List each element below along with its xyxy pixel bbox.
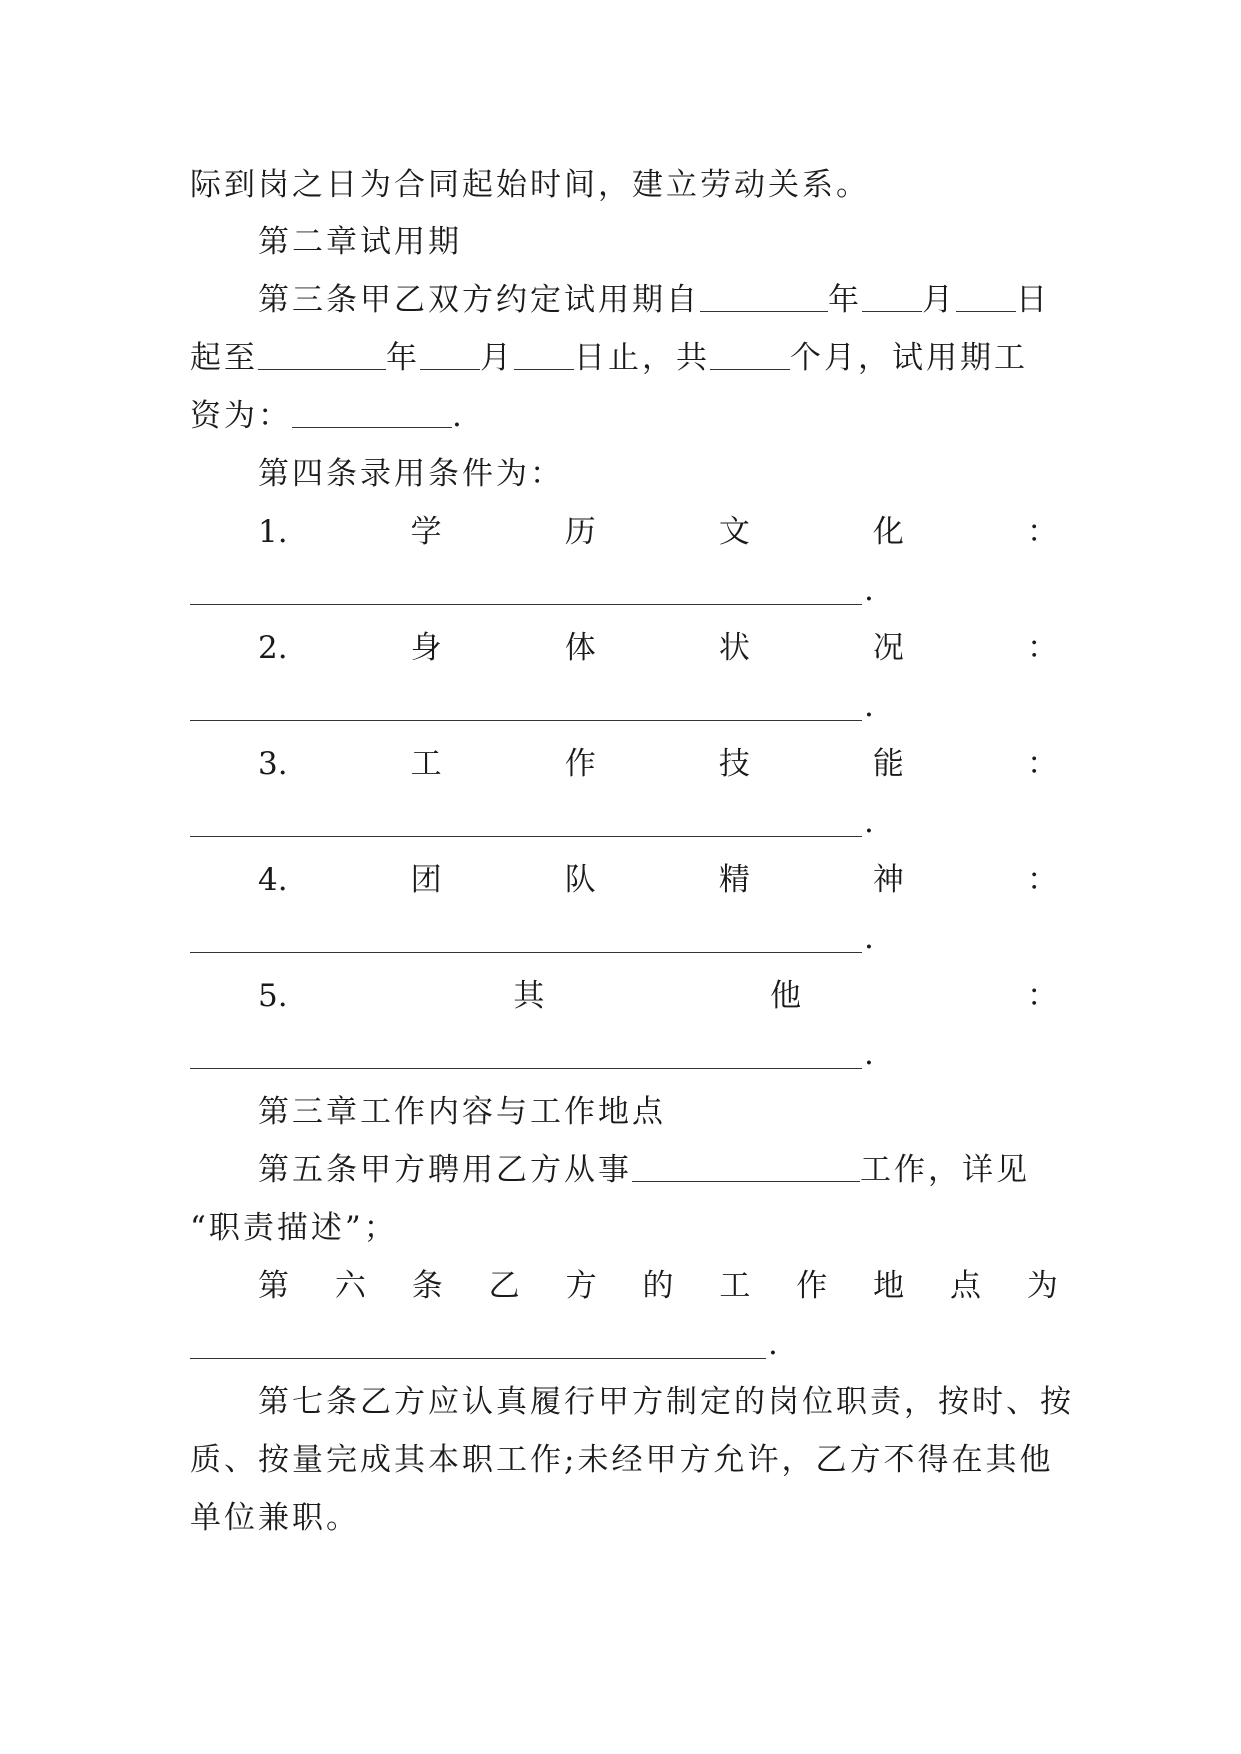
months-trial-wage-label: 个月，试用期工 — [790, 340, 1028, 376]
article-6-char: 的 — [642, 1268, 674, 1304]
article-6-char: 六 — [334, 1268, 366, 1304]
condition-2-end-dot: . — [864, 688, 874, 724]
wage-end-dot: . — [452, 398, 465, 434]
month-label: 月 — [480, 340, 514, 376]
condition-char: 历 — [564, 514, 596, 550]
condition-char: 工 — [410, 746, 442, 782]
condition-colon: ： — [1026, 862, 1058, 898]
start-month-blank[interactable] — [862, 281, 922, 312]
article-7-line-1: 第七条乙方应认真履行甲方制定的岗位职责，按时、按 — [258, 1384, 1074, 1420]
article-6-char: 点 — [950, 1268, 982, 1304]
condition-4-end-dot: . — [864, 920, 874, 956]
article-7-line-3: 单位兼职。 — [190, 1500, 360, 1536]
condition-char: 他 — [770, 978, 802, 1014]
condition-char: 团 — [410, 862, 442, 898]
condition-5-end-dot: . — [864, 1036, 874, 1072]
article-6-char: 方 — [565, 1268, 597, 1304]
year-label: 年 — [828, 282, 862, 318]
article-6-char: 乙 — [488, 1268, 520, 1304]
article-6-char: 为 — [1026, 1268, 1058, 1304]
chapter-3-heading: 第三章工作内容与工作地点 — [258, 1094, 666, 1130]
end-year-blank[interactable] — [258, 339, 386, 370]
condition-4 — [258, 860, 1058, 900]
day-label: 日 — [1016, 282, 1050, 318]
condition-number: 2. — [258, 630, 288, 666]
article-3-line-1 — [258, 280, 1058, 320]
condition-5-blank[interactable] — [190, 1068, 862, 1069]
condition-1 — [258, 512, 1058, 552]
article-5-text-end: 工作，详见 — [860, 1152, 1030, 1188]
condition-colon: ： — [1026, 630, 1058, 666]
article-7-line-2: 质、按量完成其本职工作;未经甲方允许，乙方不得在其他 — [190, 1442, 1054, 1478]
until-text: 起至 — [190, 340, 258, 376]
condition-5 — [258, 976, 1058, 1016]
condition-number: 4. — [258, 862, 288, 898]
article-6 — [258, 1266, 1058, 1306]
condition-char: 作 — [564, 746, 596, 782]
condition-4-blank[interactable] — [190, 952, 862, 953]
condition-1-end-dot: . — [864, 572, 874, 608]
condition-char: 况 — [872, 630, 904, 666]
condition-colon: ： — [1026, 978, 1058, 1014]
condition-char: 化 — [872, 514, 904, 550]
condition-2 — [258, 628, 1058, 668]
condition-char: 其 — [513, 978, 545, 1014]
condition-number: 5. — [258, 978, 288, 1014]
condition-char: 身 — [410, 630, 442, 666]
condition-colon: ： — [1026, 746, 1058, 782]
article-6-char: 地 — [873, 1268, 905, 1304]
condition-char: 队 — [564, 862, 596, 898]
article-3-text: 第三条甲乙双方约定试用期自 — [258, 282, 700, 318]
wage-label: 资为： — [190, 398, 292, 434]
condition-char: 学 — [410, 514, 442, 550]
condition-1-blank[interactable] — [190, 604, 862, 605]
article-6-char: 工 — [719, 1268, 751, 1304]
work-location-blank[interactable] — [190, 1358, 766, 1359]
end-month-blank[interactable] — [420, 339, 480, 370]
article-4-heading: 第四条录用条件为： — [258, 456, 564, 492]
year-label: 年 — [386, 340, 420, 376]
article-6-char: 第 — [258, 1268, 289, 1304]
condition-char: 精 — [718, 862, 750, 898]
article-3-line-2 — [190, 338, 1058, 378]
condition-char: 文 — [718, 514, 750, 550]
job-title-blank[interactable] — [632, 1151, 860, 1182]
article-6-end-dot: . — [768, 1326, 778, 1362]
start-day-blank[interactable] — [956, 281, 1016, 312]
condition-3 — [258, 744, 1058, 784]
condition-colon: ： — [1026, 514, 1058, 550]
article-6-char: 作 — [796, 1268, 828, 1304]
day-until-label: 日止，共 — [574, 340, 710, 376]
condition-number: 3. — [258, 746, 288, 782]
months-count-blank[interactable] — [710, 339, 790, 370]
end-day-blank[interactable] — [514, 339, 574, 370]
trial-wage-blank[interactable] — [292, 397, 452, 428]
paragraph-line-1: 际到岗之日为合同起始时间，建立劳动关系。 — [190, 167, 870, 203]
month-label: 月 — [922, 282, 956, 318]
condition-number: 1. — [258, 514, 288, 550]
condition-3-end-dot: . — [864, 804, 874, 840]
article-5-line-2: “职责描述”； — [190, 1210, 398, 1246]
article-3-line-3 — [190, 396, 1058, 436]
condition-char: 能 — [872, 746, 904, 782]
condition-3-blank[interactable] — [190, 836, 862, 837]
article-5-text: 第五条甲方聘用乙方从事 — [258, 1152, 632, 1188]
condition-char: 技 — [718, 746, 750, 782]
condition-char: 体 — [564, 630, 596, 666]
article-5-line-1 — [258, 1150, 1058, 1190]
chapter-2-heading: 第二章试用期 — [258, 224, 462, 260]
condition-char: 神 — [872, 862, 904, 898]
condition-char: 状 — [718, 630, 750, 666]
article-6-char: 条 — [411, 1268, 443, 1304]
start-year-blank[interactable] — [700, 281, 828, 312]
condition-2-blank[interactable] — [190, 720, 862, 721]
